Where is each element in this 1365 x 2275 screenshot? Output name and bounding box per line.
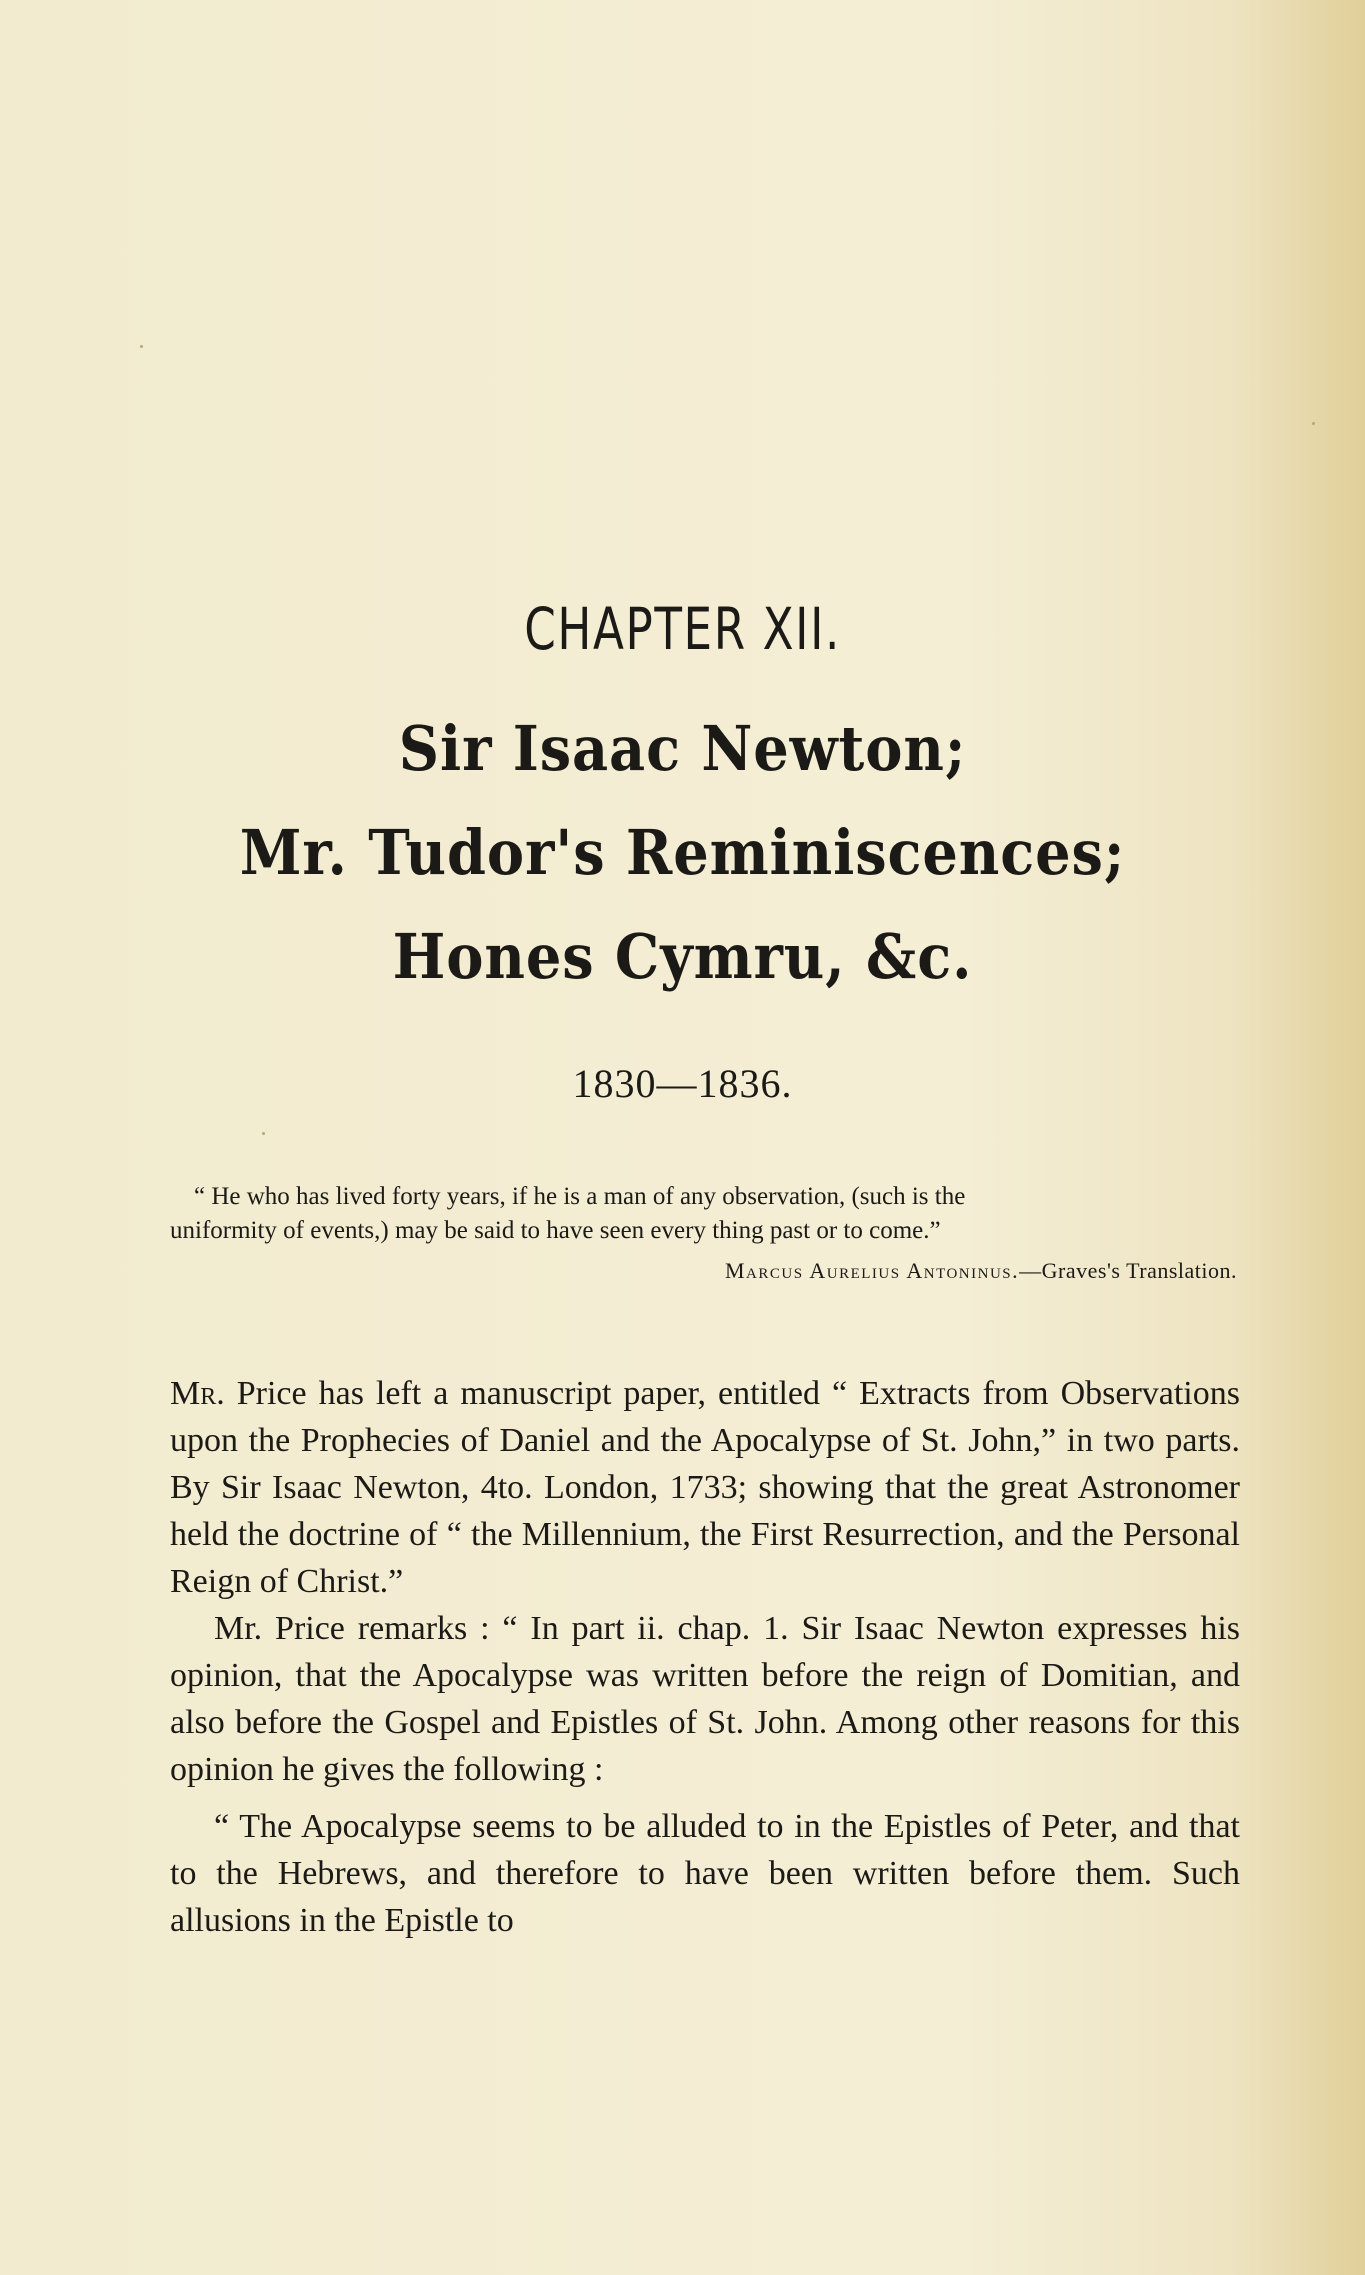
paragraph-1-lead: Mr.	[170, 1375, 225, 1412]
body-text	[170, 1370, 1240, 1944]
chapter-heading-line-3: Hones Cymru, &c.	[392, 920, 973, 993]
epigraph-source: —Graves's Translation.	[1019, 1258, 1237, 1283]
paragraph-2: Mr. Price remarks : “ In part ii. chap. 1. Sir Isaac Newton expresses his opinion, that the Apocalypse was written before the reign of Domitian, and also before the Gospel and Epistles of St. John. Among other reasons for this opinion he gives the following :	[170, 1610, 1240, 1788]
chapter-heading-line-2: Mr. Tudor's Reminiscences;	[239, 816, 1126, 889]
chapter-title: CHAPTER XII.	[524, 595, 841, 663]
paragraph-3: “ The Apocalypse seems to be alluded to in the Epistles of Peter, and that to the Hebrews, and therefore to have been written before them. Such allusions in the Epistle to	[170, 1808, 1240, 1939]
chapter-heading-line-1: Sir Isaac Newton;	[398, 712, 967, 785]
epigraph-line-1: “ He who has lived forty years, if he is a man of any observation, (such is the	[194, 1183, 966, 1210]
epigraph	[170, 1180, 1240, 1248]
paragraph-1	[170, 1370, 1240, 1605]
epigraph-attribution	[725, 1258, 1237, 1284]
paper-fleck	[140, 345, 143, 348]
paper-fleck	[262, 1132, 265, 1135]
epigraph-line-2: uniformity of events,) may be said to have seen every thing past or to come.”	[170, 1217, 941, 1244]
epigraph-author: Marcus Aurelius Antoninus.	[724, 1258, 1020, 1283]
chapter-dates: 1830—1836.	[572, 1061, 793, 1106]
paragraph-1-text: Price has left a manuscript paper, entitled “ Extracts from Observations upon the Prophecies of Daniel and the Apocalypse of St. John,” in two parts. By Sir Isaac Newton, 4to. London, 1733; showing that the great Astronomer held the doctrine of “ the Millennium, the First Resurrection, and the Personal Reign of Christ.”	[170, 1375, 1240, 1600]
paper-fleck	[1312, 422, 1315, 425]
